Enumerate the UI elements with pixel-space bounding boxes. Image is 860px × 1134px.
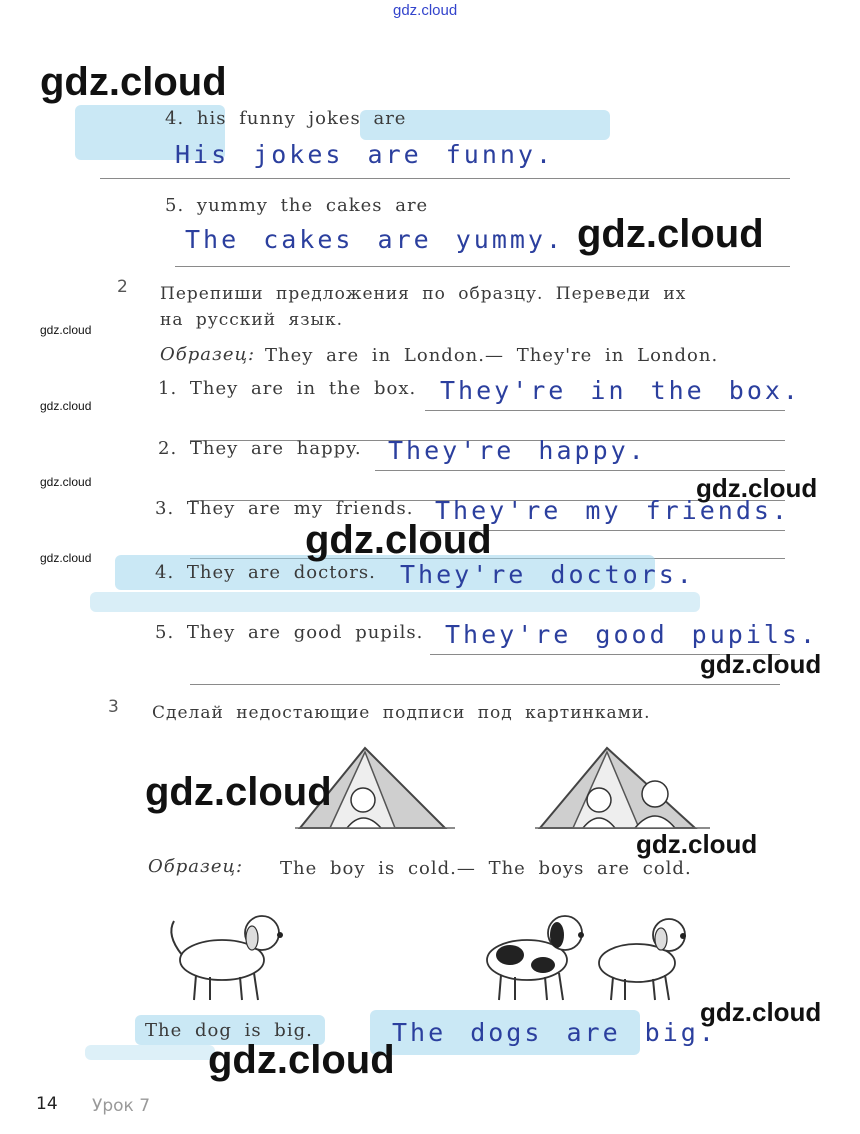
ex2-sample-text: They are in London.— They're in London. <box>265 345 719 366</box>
watermark: gdz.cloud <box>636 829 758 859</box>
ex2-sample-label: Образец: <box>160 344 256 365</box>
ex2-item3-text: 3. They are my friends. <box>155 498 414 519</box>
watermark: gdz.cloud <box>40 323 92 337</box>
ex1-item4-text: 4. his funny jokes are <box>165 108 407 129</box>
watermark: gdz.cloud <box>700 997 822 1027</box>
ex1-item5-text: 5. yummy the cakes are <box>165 195 429 216</box>
ex2-item3-answer: They're my friends. <box>435 496 790 525</box>
watermark: gdz.cloud <box>40 475 92 489</box>
one-dog-illustration <box>160 905 295 1005</box>
ex2-item2-answer: They're happy. <box>388 436 647 465</box>
watermark: gdz.cloud <box>145 770 332 814</box>
watermark: gdz.cloud <box>208 1038 395 1082</box>
ex3-instruction: Сделай недостающие подписи под картинками. <box>152 703 651 723</box>
tent-two-boys-illustration <box>535 742 710 834</box>
two-dogs-illustration <box>465 905 690 1005</box>
ex2-item5-answer: They're good pupils. <box>445 620 819 649</box>
ex3-number: 3 <box>108 697 119 717</box>
watermark: gdz.cloud <box>696 473 818 503</box>
ex2-item2-text: 2. They are happy. <box>158 438 362 459</box>
watermark: gdz.cloud <box>40 399 92 413</box>
ex2-item1-answer: They're in the box. <box>440 376 801 405</box>
ex2-instruction-line2: на русский язык. <box>160 310 344 330</box>
page-number: 14 <box>36 1094 58 1114</box>
ex2-instruction-line1: Перепиши предложения по образцу. Переведи их <box>160 284 687 304</box>
watermark: gdz.cloud <box>305 518 492 562</box>
watermark: gdz.cloud <box>577 212 764 256</box>
ex2-item5-text: 5. They are good pupils. <box>155 622 424 643</box>
ex3-answer: The dogs are big. <box>392 1018 717 1047</box>
watermark: gdz.cloud <box>40 551 92 565</box>
ex1-item5-answer: The cakes are yummy. <box>185 225 565 254</box>
ex2-number: 2 <box>117 277 128 297</box>
ex2-item4-text: 4. They are doctors. <box>155 562 376 583</box>
ex3-sample-text: The boy is cold.— The boys are cold. <box>280 858 692 879</box>
ex2-item1-text: 1. They are in the box. <box>158 378 417 399</box>
ex2-item4-answer: They're doctors. <box>400 560 695 589</box>
ex1-item4-answer: His jokes are funny. <box>175 140 555 169</box>
ex3-sample-label: Образец: <box>148 856 244 877</box>
watermark: gdz.cloud <box>40 60 227 104</box>
lesson-label: Урок 7 <box>92 1096 151 1116</box>
watermark-top: gdz.cloud <box>393 2 458 19</box>
ex3-printed-caption: The dog is big. <box>145 1020 313 1041</box>
watermark: gdz.cloud <box>700 649 822 679</box>
